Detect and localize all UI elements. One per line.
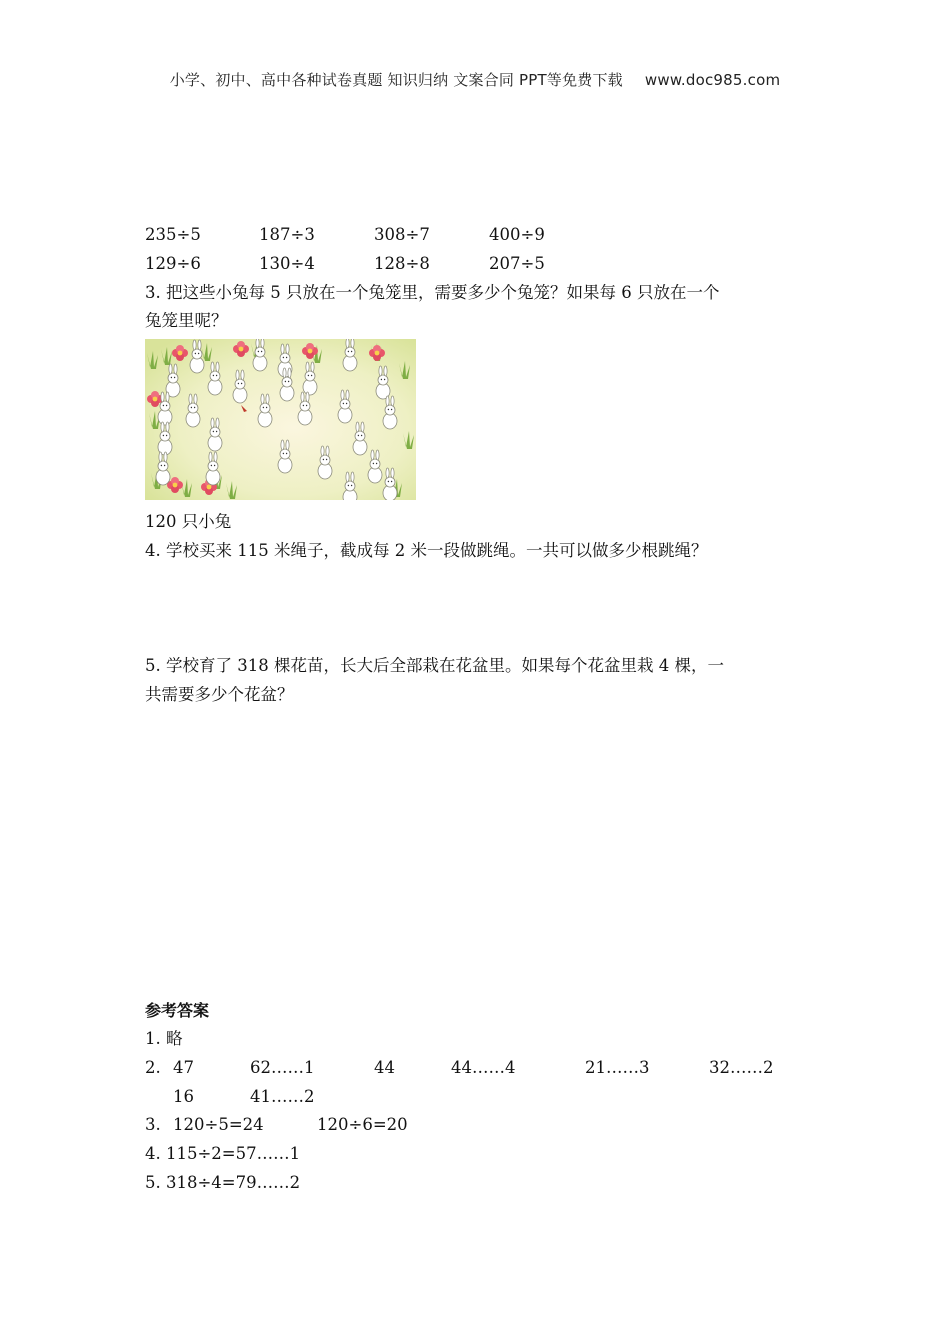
question-5-line-1: 5. 学校育了 318 棵花苗，长大后全部栽在花盆里。如果每个花盆里栽 4 棵，一 [145,656,724,675]
answer-value: 32……2 [709,1058,774,1077]
answer-value: 44……4 [451,1058,516,1077]
answer-5: 5. 318÷4=79……2 [145,1173,301,1192]
answer-value: 16 [173,1087,194,1106]
calc-item: 235÷5 [145,225,201,244]
answer-value: 62……1 [250,1058,315,1077]
answer-1: 1. 略 [145,1029,183,1048]
header-text: 小学、初中、高中各种试卷真题 知识归纳 文案合同 PPT等免费下载 [169,71,623,89]
calc-item: 400÷9 [489,225,545,244]
answer-4: 4. 115÷2=57……1 [145,1144,301,1163]
calc-item: 130÷4 [259,254,315,273]
question-3-line-1: 3. 把这些小兔每 5 只放在一个兔笼里，需要多少个兔笼？如果每 6 只放在一个 [145,283,720,302]
answer-value: 21……3 [585,1058,650,1077]
question-3-line-2: 兔笼里呢？ [145,311,228,330]
calc-item: 207÷5 [489,254,545,273]
header-url[interactable]: www.doc985.com [644,71,781,89]
answers-title: 参考答案 [145,1001,210,1020]
answer-value: 44 [374,1058,395,1077]
rabbits-illustration-svg [145,339,416,500]
calc-item: 187÷3 [259,225,315,244]
answer-value: 120÷6=20 [317,1115,408,1134]
answer-number: 3. [145,1115,161,1134]
question-4: 4. 学校买来 115 米绳子，截成每 2 米一段做跳绳。一共可以做多少根跳绳？ [145,541,708,560]
calc-item: 128÷8 [374,254,430,273]
answer-value: 47 [173,1058,194,1077]
page-header [0,69,950,90]
answer-value: 41……2 [250,1087,315,1106]
answer-number: 2. [145,1058,161,1077]
calc-item: 129÷6 [145,254,201,273]
question-5-line-2: 共需要多少个花盆？ [145,685,294,704]
question-3-caption: 120 只小兔 [145,512,232,531]
answer-value: 120÷5=24 [173,1115,264,1134]
rabbits-illustration [145,339,416,500]
calc-item: 308÷7 [374,225,430,244]
